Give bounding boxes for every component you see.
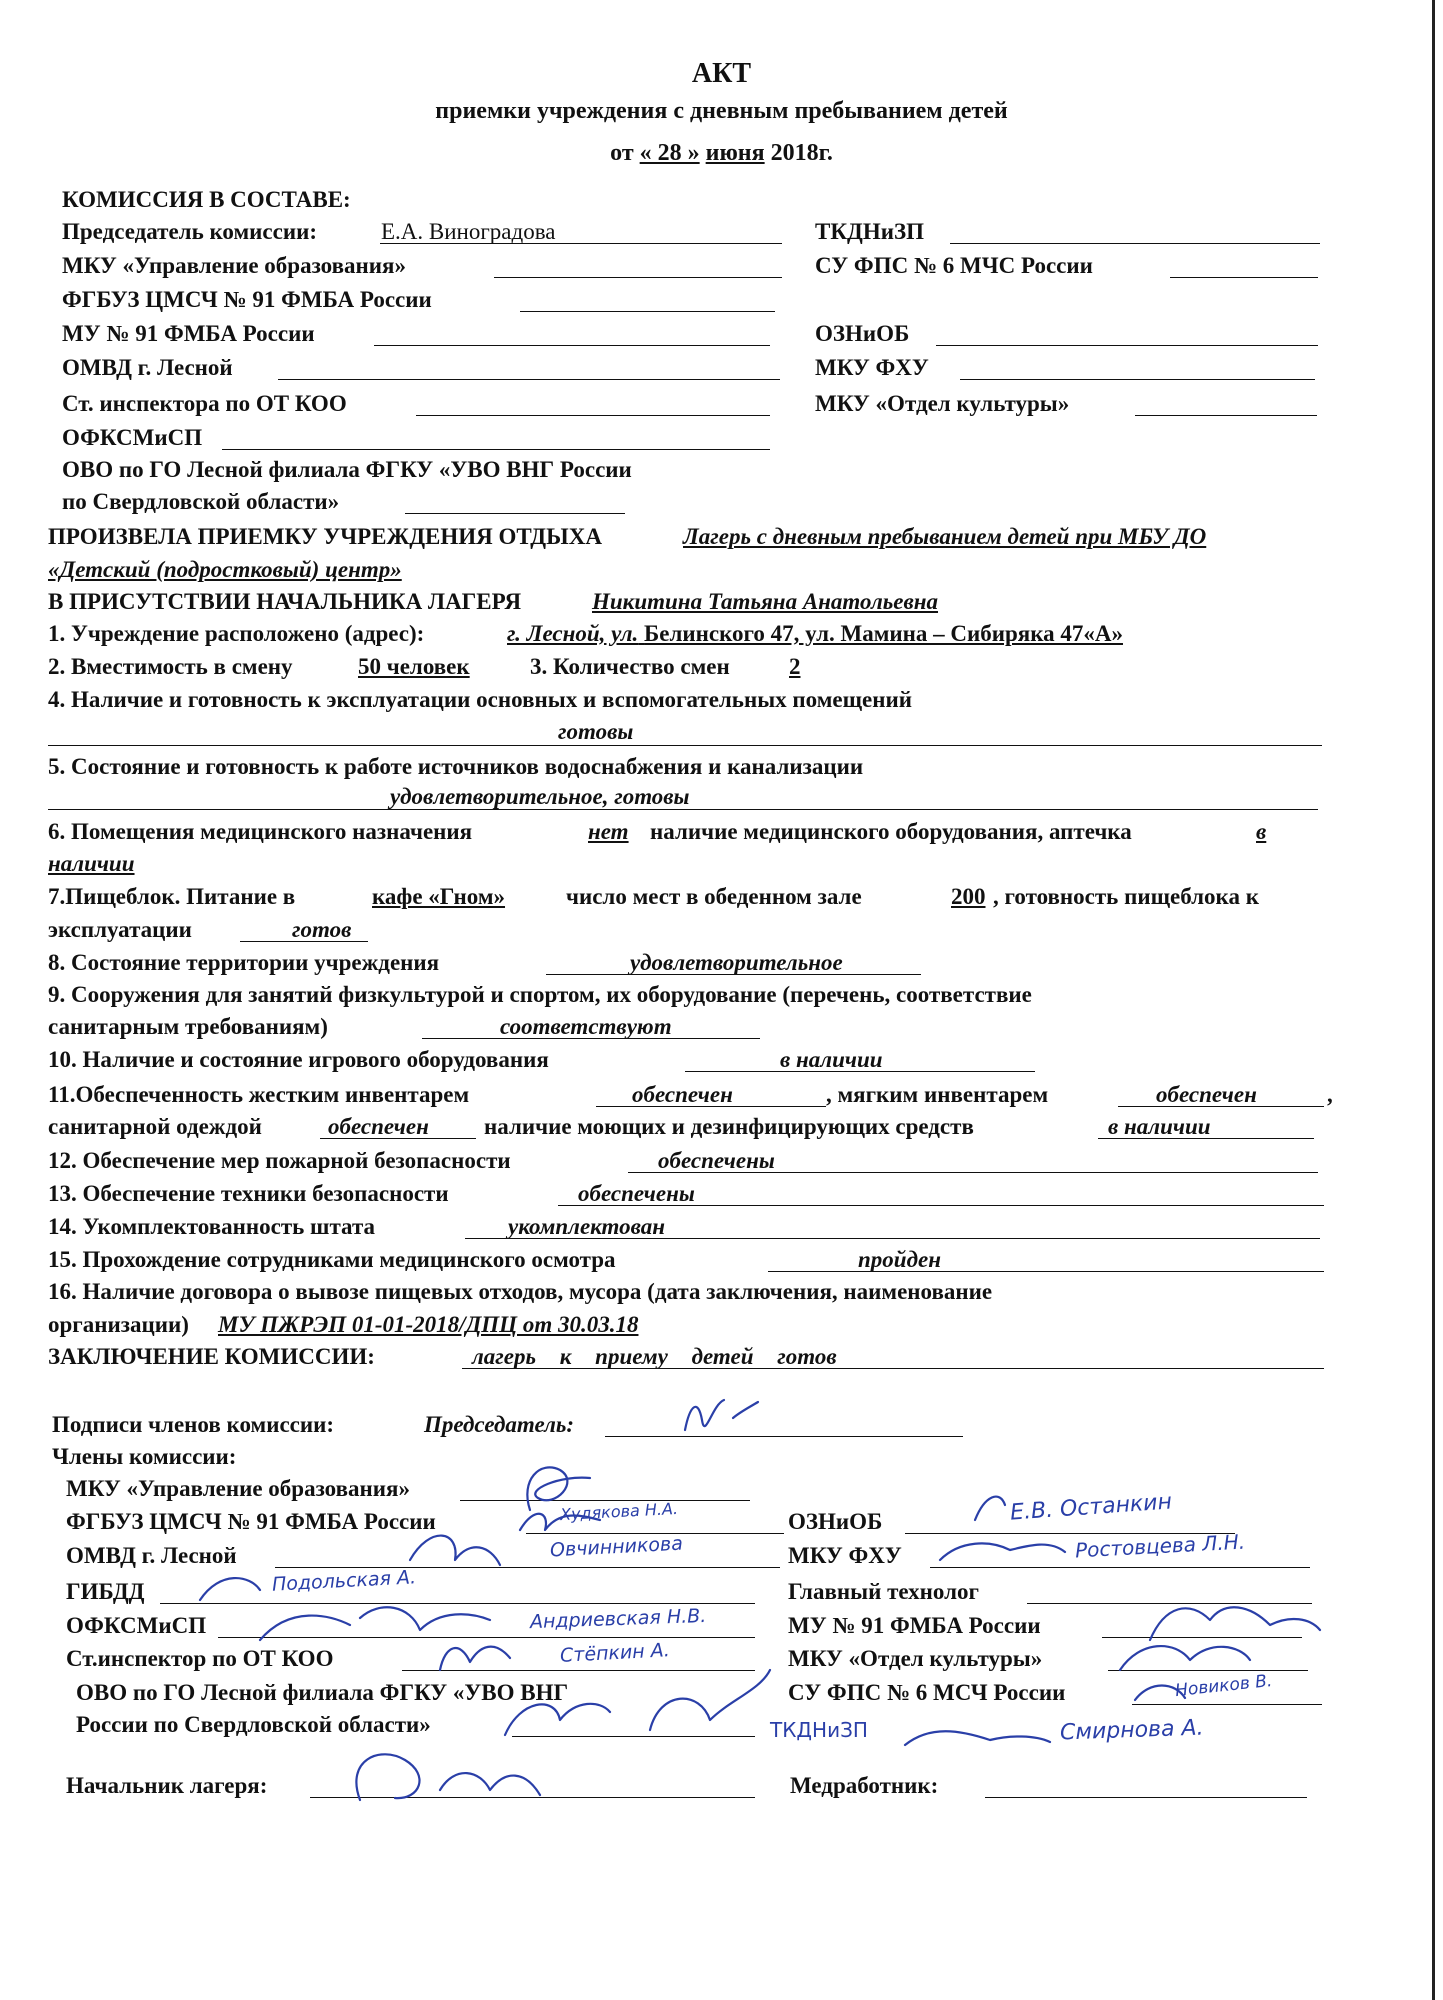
item-4-value: готовы [558, 719, 634, 744]
item-1-label: 1. Учреждение расположено (адрес): [48, 621, 425, 646]
signature-chair [685, 1400, 758, 1430]
conclusion-label: ЗАКЛЮЧЕНИЕ КОМИССИИ: [48, 1344, 375, 1369]
item-16-label-2: организации) [48, 1312, 189, 1337]
item-10-value: в наличии [780, 1047, 883, 1072]
item-13-label: 13. Обеспечение техники безопасности [48, 1181, 449, 1206]
item-12-value: обеспечены [658, 1148, 775, 1173]
handwritten-insp: Стёпкин А. [559, 1639, 671, 1667]
item-11-label-a: 11.Обеспеченность жестким инвентарем [48, 1082, 470, 1107]
item-7-label-a: 7.Пищеблок. Питание в [48, 884, 296, 909]
chair-label: Председатель комиссии: [62, 219, 317, 244]
item-11-comma: , [1327, 1082, 1333, 1107]
camp-head-signature-label: Начальник лагеря: [66, 1773, 268, 1798]
camp-head-label: В ПРИСУТСТВИИ НАЧАЛЬНИКА ЛАГЕРЯ [48, 589, 522, 614]
commission-left-6: ОФКСМиСП [62, 425, 203, 450]
sig-left-6: Ст.инспектор по ОТ КОО [66, 1646, 334, 1671]
item-6-value-b2: наличии [48, 851, 135, 876]
document-date: от « 28 » июня 2018г. [610, 140, 833, 166]
signature-fmba-right [1150, 1607, 1320, 1640]
item-16-label: 16. Наличие договора о вывозе пищевых отходов, мусора (дата заключения, наименование [48, 1279, 993, 1304]
signature-camp-head [356, 1754, 540, 1800]
item-7-label-b: число мест в обеденном зале [566, 884, 862, 909]
commission-heading: КОМИССИЯ В СОСТАВЕ: [62, 187, 351, 212]
sig-left-1: МКУ «Управление образования» [66, 1476, 410, 1501]
sig-left-5: ОФКСМиСП [66, 1613, 207, 1638]
item-7-label-c: , готовность пищеблока к [993, 884, 1259, 909]
item-9-label: 9. Сооружения для занятий физкультурой и спортом, их оборудование (перечень, соответствие [48, 982, 1032, 1007]
signature-chair-label: Председатель: [424, 1412, 575, 1437]
item-7-value-b: 200 [951, 884, 986, 909]
item-14-label: 14. Укомплектованность штата [48, 1214, 376, 1239]
handwritten-su: Новиков В. [1174, 1670, 1274, 1702]
item-13-value: обеспечены [578, 1181, 695, 1206]
signature-tkdn [905, 1731, 1050, 1745]
item-2-value: 50 человек [358, 654, 470, 679]
sig-left-8: России по Свердловской области» [76, 1712, 431, 1737]
sig-right-2: МКУ ФХУ [788, 1543, 902, 1568]
signature-ofks [260, 1607, 490, 1640]
handwritten-tkdn: ТКДНиЗП [770, 1718, 868, 1742]
handwritten-fmba: Худякова Н.А. [559, 1498, 679, 1525]
commission-left-3: МУ № 91 ФМБА России [62, 321, 315, 346]
item-3-value: 2 [789, 654, 801, 679]
commission-right-5: МКУ «Отдел культуры» [815, 391, 1070, 416]
item-11-value-a: обеспечен [632, 1082, 733, 1107]
item-11-label-b: , мягким инвентарем [826, 1082, 1049, 1107]
item-6-value-b1: в [1256, 819, 1267, 844]
commission-left-1: МКУ «Управление образования» [62, 253, 406, 278]
item-1-value: г. Лесной, ул. Белинского 47, ул. Мамина – Сибиряка 47«А» [507, 621, 1123, 646]
item-7-value-d: готов [292, 917, 352, 942]
item-14-value: укомплектован [508, 1214, 666, 1239]
commission-right-3: ОЗНиОБ [815, 321, 910, 346]
acceptance-label: ПРОИЗВЕЛА ПРИЕМКУ УЧРЕЖДЕНИЯ ОТДЫХА [48, 524, 602, 549]
sig-left-2: ФГБУЗ ЦМСЧ № 91 ФМБА России [66, 1509, 436, 1534]
item-11-value-c: обеспечен [328, 1114, 429, 1139]
sig-right-3: Главный технолог [788, 1579, 979, 1604]
item-15-value: пройден [858, 1247, 941, 1272]
item-7-label-d: эксплуатации [48, 917, 192, 942]
commission-left-7: ОВО по ГО Лесной филиала ФГКУ «УВО ВНГ России [62, 457, 632, 482]
signature-fmba [520, 1514, 600, 1530]
commission-left-4: ОМВД г. Лесной [62, 355, 233, 380]
conclusion-value: лагерь к приему детей готов [472, 1344, 837, 1369]
item-11-label-c: санитарной одеждой [48, 1114, 262, 1139]
sig-left-4: ГИБДД [66, 1579, 145, 1604]
commission-left-8: по Свердловской области» [62, 489, 340, 514]
item-16-value: МУ ПЖРЭП 01-01-2018/ДПЦ от 30.03.18 [218, 1312, 639, 1337]
signature-omvd [410, 1536, 500, 1565]
signature-ovo [505, 1670, 770, 1735]
commission-right-2: СУ ФПС № 6 МЧС России [815, 253, 1093, 278]
sig-left-7: ОВО по ГО Лесной филиала ФГКУ «УВО ВНГ [76, 1680, 569, 1705]
item-2-label: 2. Вместимость в смену [48, 654, 293, 679]
handwritten-gibdd: Подольская А. [271, 1566, 417, 1596]
item-12-label: 12. Обеспечение мер пожарной безопасности [48, 1148, 511, 1173]
document-title: АКТ [691, 58, 752, 89]
signature-gibdd [200, 1578, 260, 1600]
item-11-value-b: обеспечен [1156, 1082, 1257, 1107]
item-4-label: 4. Наличие и готовность к эксплуатации основных и вспомогательных помещений [48, 687, 912, 712]
item-3-label: 3. Количество смен [530, 654, 730, 679]
item-9-label-2: санитарным требованиям) [48, 1014, 328, 1039]
camp-head-name: Никитина Татьяна Анатольевна [592, 589, 939, 614]
commission-right-1: ТКДНиЗП [815, 219, 925, 244]
handwritten-fhu: Ростовцева Л.Н. [1074, 1529, 1246, 1563]
sig-right-6: СУ ФПС № 6 МСЧ России [788, 1680, 1066, 1705]
members-heading: Члены комиссии: [52, 1444, 237, 1469]
item-10-label: 10. Наличие и состояние игрового оборудования [48, 1047, 549, 1072]
signature-education [527, 1467, 590, 1510]
signature-oznob [975, 1497, 1005, 1520]
item-8-label: 8. Состояние территории учреждения [48, 950, 440, 975]
handwritten-ofks: Андриевская Н.В. [529, 1604, 707, 1634]
signature-fhu [940, 1543, 1065, 1560]
acceptance-name-line1: Лагерь с дневным пребыванием детей при МБУ ДО [683, 524, 1207, 549]
sig-right-4: МУ № 91 ФМБА России [788, 1613, 1041, 1638]
signature-inspector [440, 1647, 510, 1670]
handwritten-tkdn-name: Смирнова А. [1059, 1715, 1204, 1746]
signatures-heading: Подписи членов комиссии: [52, 1412, 335, 1437]
item-5-label: 5. Состояние и готовность к работе источников водоснабжения и канализации [48, 754, 864, 779]
item-11-value-d: в наличии [1108, 1114, 1211, 1139]
sig-left-3: ОМВД г. Лесной [66, 1543, 237, 1568]
commission-right-4: МКУ ФХУ [815, 355, 929, 380]
handwritten-omvd: Овчинникова [549, 1532, 684, 1562]
sig-right-5: МКУ «Отдел культуры» [788, 1646, 1043, 1671]
commission-left-2: ФГБУЗ ЦМСЧ № 91 ФМБА России [62, 287, 432, 312]
item-7-value-a: кафе «Гном» [372, 884, 506, 909]
sig-right-1: ОЗНиОБ [788, 1509, 883, 1534]
item-9-value: соответствуют [500, 1014, 672, 1039]
signature-culture [1120, 1646, 1250, 1670]
item-6-label-a: 6. Помещения медицинского назначения [48, 819, 473, 844]
item-5-value: удовлетворительное, готовы [390, 784, 690, 809]
item-15-label: 15. Прохождение сотрудниками медицинского осмотра [48, 1247, 616, 1272]
commission-left-5: Ст. инспектора по ОТ КОО [62, 391, 347, 416]
item-6-label-b: наличие медицинского оборудования, аптечка [650, 819, 1132, 844]
document-subtitle: приемки учреждения с дневным пребыванием детей [435, 98, 1008, 124]
medic-signature-label: Медработник: [790, 1773, 939, 1798]
handwritten-oznob: E.B. Останкин [1009, 1489, 1173, 1526]
item-8-value: удовлетворительное [630, 950, 843, 975]
signature-su [1135, 1686, 1185, 1701]
item-11-label-d: наличие моющих и дезинфицирующих средств [484, 1114, 974, 1139]
item-6-value-a: нет [588, 819, 629, 844]
chair-name: Е.А. Виноградова [381, 219, 556, 244]
acceptance-name-line2: «Детский (подростковый) центр» [48, 557, 402, 582]
